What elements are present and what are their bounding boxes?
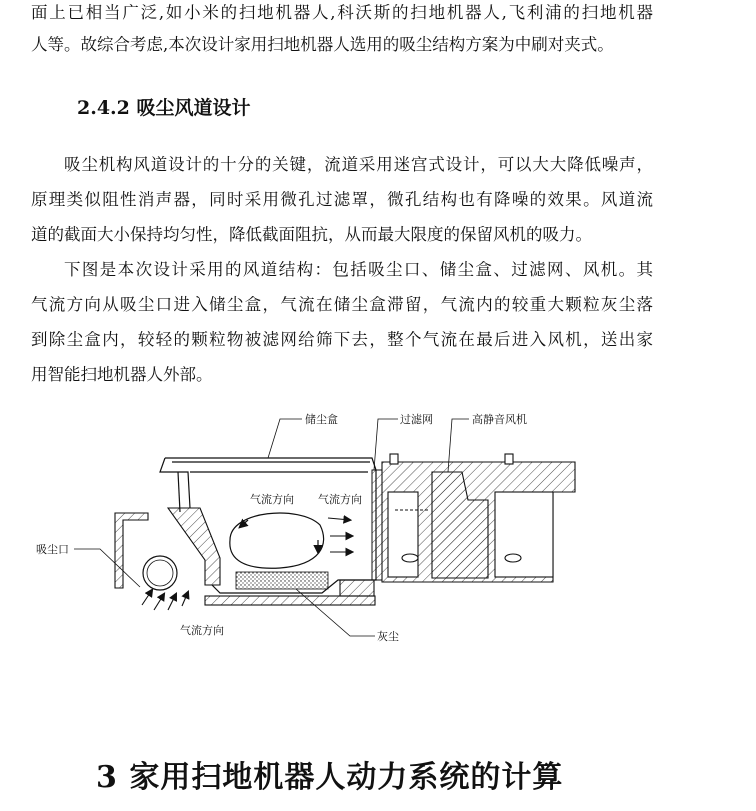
label-fan: 高静音风机 — [472, 413, 527, 426]
paragraph-line: 气流方向从吸尘口进入储尘盒，气流在储尘盒滞留，气流内的较重大颗粒灰尘落 — [31, 295, 653, 314]
paragraph-line: 吸尘机构风道设计的十分的关键，流道采用迷宫式设计，可以大大降低噪声， — [64, 155, 653, 174]
intro-line-2: 人等。故综合考虑,本次设计家用扫地机器人选用的吸尘结构方案为中刷对夹式。 — [31, 35, 614, 54]
label-airflow: 气流方向 — [318, 493, 362, 506]
airflow-loop — [230, 513, 324, 568]
fan-housing — [382, 454, 575, 582]
label-dust: 灰尘 — [377, 630, 399, 643]
label-filter: 过滤网 — [400, 413, 433, 426]
intro-line-1: 面上已相当广泛,如小米的扫地机器人,科沃斯的扫地机器人,飞利浦的扫地机器 — [31, 3, 653, 22]
label-airflow: 气流方向 — [250, 493, 294, 506]
section-heading: 2.4.2 吸尘风道设计 — [77, 97, 251, 119]
label-dust-box: 储尘盒 — [305, 413, 338, 426]
paragraph-line: 用智能扫地机器人外部。 — [31, 365, 213, 384]
paragraph-line: 到除尘盒内，较轻的颗粒物被滤网给筛下去，整个气流在最后进入风机，送出家 — [31, 330, 653, 349]
inlet-duct — [115, 508, 220, 588]
paragraph-line: 下图是本次设计采用的风道结构：包括吸尘口、储尘盒、过滤网、风机。其 — [64, 260, 653, 279]
dust-pile — [236, 572, 328, 589]
chapter-heading: 3 家用扫地机器人动力系统的计算 — [96, 760, 564, 795]
paragraph-line: 原理类似阻性消声器，同时采用微孔过滤罩，微孔结构也有降噪的效果。风道流 — [31, 190, 653, 209]
label-inlet: 吸尘口 — [36, 543, 69, 556]
air-duct-figure — [0, 400, 756, 650]
filter-mesh — [372, 470, 382, 580]
label-airflow: 气流方向 — [180, 624, 224, 637]
paragraph-line: 道的截面大小保持均匀性，降低截面阻抗，从而最大限度的保留风机的吸力。 — [31, 225, 592, 244]
inlet-pipe — [143, 556, 177, 590]
